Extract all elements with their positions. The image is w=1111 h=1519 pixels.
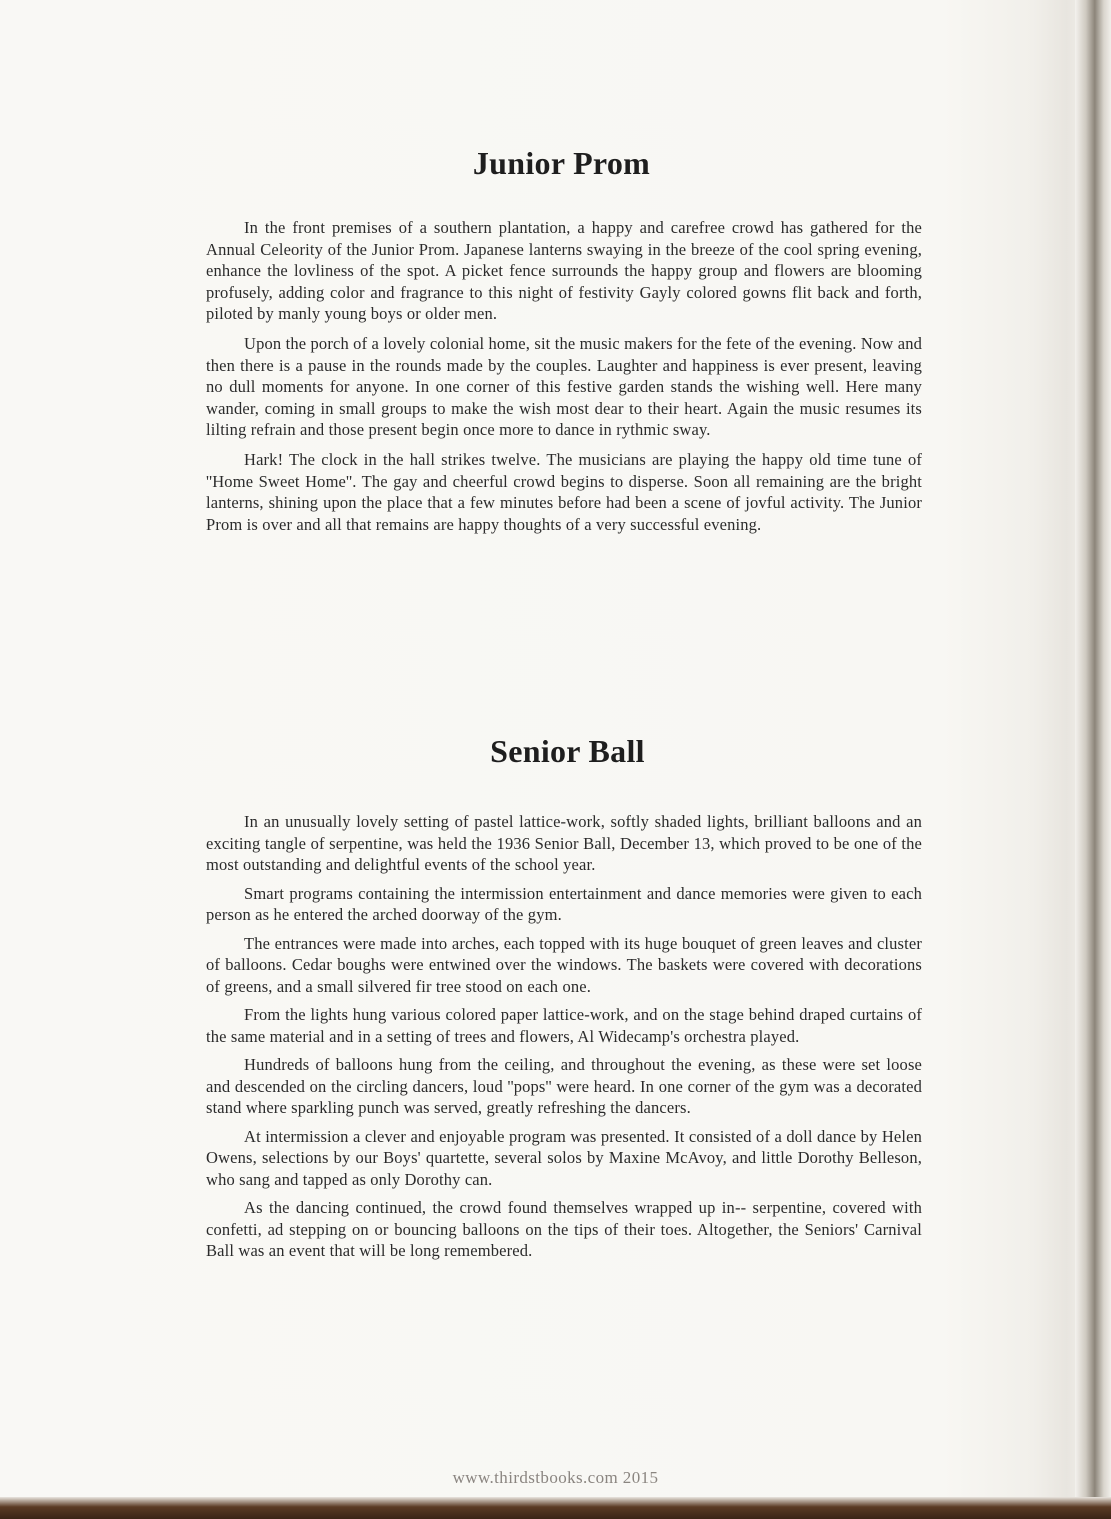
senior-ball-paragraph-5: Hundreds of balloons hung from the ceiling, and throughout the evening, as these were set loose and descended on the circling dancers, loud ''pops'' were heard. In one corner of the gym was a decorated stand where sparkling punch was served, greatly refreshing the dancers. [206, 1055, 922, 1117]
watermark-text: www.thirdstbooks.com 2015 [452, 1468, 659, 1487]
junior-prom-paragraph-1: In the front premises of a southern plantation, a happy and carefree crowd has gathered for the Annual Celeority of the Junior Prom. Japanese lanterns swaying in the breeze of the cool spring evening, enhance the lovliness of the spot. A picket fence surrounds the happy group and flowers are blooming profusely, adding color and fragrance to this night of festivity Gayly colored gowns flit back and forth, piloted by manly young boys or older men. [206, 218, 922, 324]
binding-edge [1075, 0, 1111, 1519]
senior-ball-paragraph-3: The entrances were made into arches, each topped with its huge bouquet of green leaves and cluster of balloons. Cedar boughs were entwined over the windows. The baskets were covered with decorations of greens, and a small silvered fir tree stood on each one. [206, 933, 922, 996]
senior-ball-paragraph-2: Smart programs containing the intermission entertainment and dance memories were given to each person as he entered the arched doorway of the gym. [206, 883, 922, 924]
senior-ball-paragraph-4: From the lights hung various colored paper lattice-work, and on the stage behind draped curtains of the same material and in a setting of trees and flowers, Al Widecamp's orchestra played. [206, 1005, 922, 1046]
senior-ball-article [206, 811, 922, 1269]
senior-ball-paragraph-6: At intermission a clever and enjoyable program was presented. It consisted of a doll dance by Helen Owens, selections by our Boys' quartette, several solos by Maxine McAvoy, and little Dorothy Belleson, who sang and tapped as only Dorothy can. [206, 1126, 922, 1189]
bottom-page-edge [0, 1497, 1111, 1519]
senior-ball-heading: Senior Ball [490, 733, 645, 769]
junior-prom-article [206, 217, 922, 543]
junior-prom-paragraph-3: Hark! The clock in the hall strikes twelve. The musicians are playing the happy old time tune of ''Home Sweet Home''. The gay and cheerful crowd begins to disperse. Soon all remaining are the bright lanterns, shining upon the place that a few minutes before had been a scene of jovful activity. The Junior Prom is over and all that remains are happy thoughts of a very successful evening. [206, 449, 922, 534]
senior-ball-paragraph-1: In an unusually lovely setting of pastel lattice-work, softly shaded lights, brilliant balloons and an exciting tangle of serpentine, was held the 1936 Senior Ball, December 13, which proved to be one of the most outstanding and delightful events of the school year. [206, 812, 922, 874]
junior-prom-paragraph-2: Upon the porch of a lovely colonial home, sit the music makers for the fete of the evening. Now and then there is a pause in the rounds made by the couples. Laughter and happiness is ever present, leaving no dull moments for anyone. In one corner of this festive garden stands the wishing well. Here many wander, coming in small groups to make the wish most dear to their heart. Again the music resumes its lilting refrain and those present begin once more to dance in rythmic sway. [206, 333, 922, 440]
senior-ball-paragraph-7: As the dancing continued, the crowd found themselves wrapped up in-- serpentine, covered with confetti, ad stepping on or bouncing balloons on the tips of their toes. Altogether, the Seniors' Carnival Ball was an event that will be long remembered. [206, 1198, 922, 1260]
junior-prom-heading: Junior Prom [472, 145, 651, 181]
